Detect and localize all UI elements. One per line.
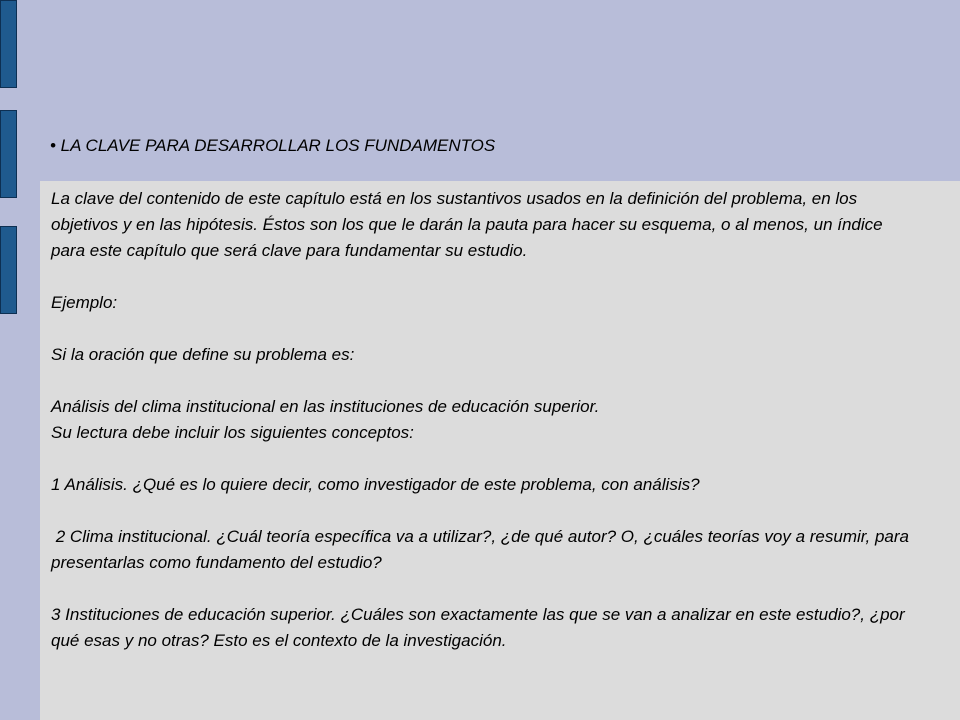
intro-paragraph: La clave del contenido de este capítulo está en los sustantivos usados en la definición del problema, en los objetivos y en las hipótesis. Éstos son los que le darán la pauta para hacer su esquema, o al menos, un índice para este capítulo que será clave para fundamentar su estudio.: [51, 189, 888, 260]
accent-bar-middle: [0, 110, 17, 198]
concept-3: 3 Instituciones de educación superior. ¿Cuáles son exactamente las que se van a analizar en este estudio?, ¿por qué esas y no otras? Esto es el contexto de la investigación.: [51, 605, 910, 650]
spacer: [51, 264, 921, 290]
content-body: [51, 186, 921, 654]
spacer: [51, 446, 921, 472]
spacer: [51, 368, 921, 394]
concepts-intro: Su lectura debe incluir los siguientes conceptos:: [51, 423, 414, 442]
concept-1: 1 Análisis. ¿Qué es lo quiere decir, como investigador de este problema, con análisis?: [51, 475, 700, 494]
accent-bar-bottom: [0, 226, 17, 314]
concept-2: 2 Clima institucional. ¿Cuál teoría específica va a utilizar?, ¿de qué autor? O, ¿cuáles teorías voy a resumir, para presentarlas como fundamento del estudio?: [51, 527, 914, 572]
slide-heading: • LA CLAVE PARA DESARROLLAR LOS FUNDAMENTOS: [50, 136, 496, 155]
accent-bar-top: [0, 0, 17, 88]
spacer: [51, 498, 921, 524]
spacer: [51, 576, 921, 602]
example-label: Ejemplo:: [51, 293, 118, 312]
spacer: [51, 316, 921, 342]
problem-intro: Si la oración que define su problema es:: [51, 345, 355, 364]
problem-statement: Análisis del clima institucional en las instituciones de educación superior.: [51, 397, 600, 416]
